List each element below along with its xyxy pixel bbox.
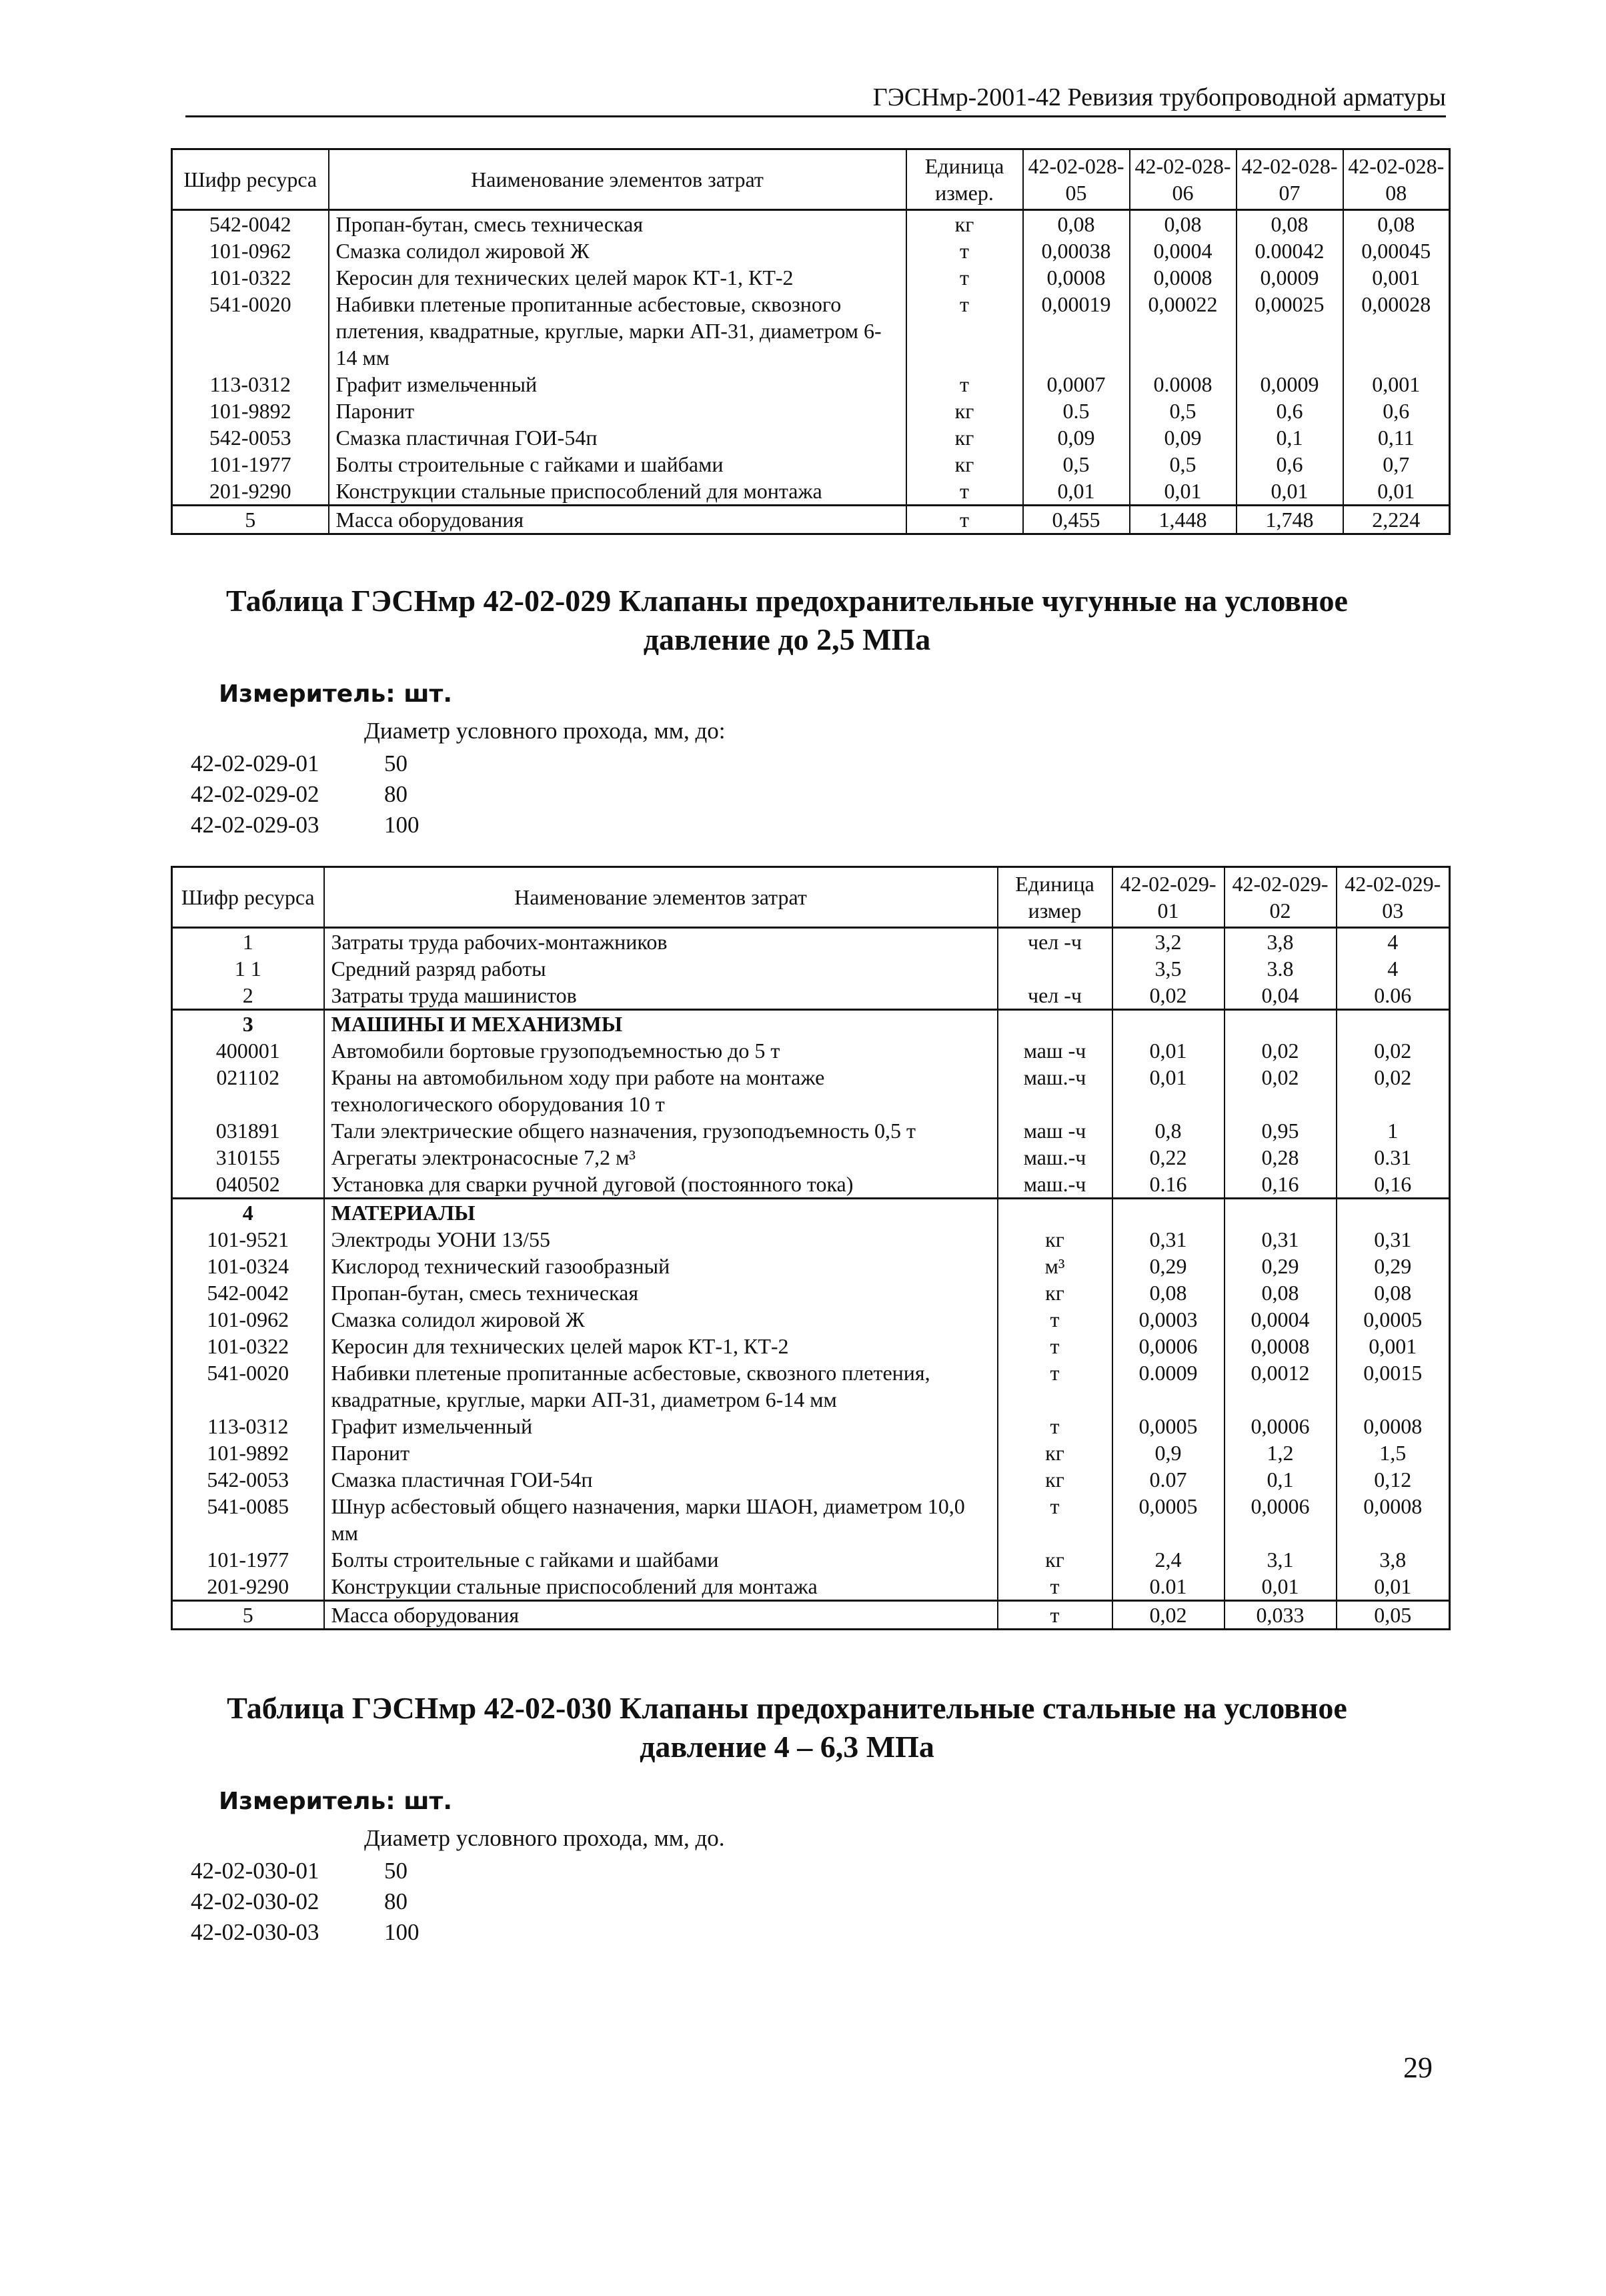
title-line: Таблица ГЭСНмр 42-02-029 Клапаны предохранительные чугунные на условное xyxy=(226,584,1348,618)
resource-code: 2 xyxy=(172,982,324,1010)
resource-name: Затраты труда рабочих-монтажников xyxy=(324,928,998,956)
unit: т xyxy=(906,506,1023,534)
title-line: давление 4 – 6,3 МПа xyxy=(640,1730,934,1764)
resource-table-029 xyxy=(171,866,1451,1630)
unit: кг xyxy=(998,1226,1112,1253)
table-row xyxy=(172,1493,1450,1546)
norm-code: 42-02-029-01 xyxy=(191,750,319,776)
norm-value xyxy=(1225,1199,1337,1227)
resource-code: 040502 xyxy=(172,1171,324,1199)
diameter-caption: Диаметр условного прохода, мм, до: xyxy=(364,718,726,744)
resource-name: Паронит xyxy=(324,1440,998,1466)
unit xyxy=(998,1010,1112,1038)
title-line: Таблица ГЭСНмр 42-02-030 Клапаны предохранительные стальные на условное xyxy=(227,1691,1347,1725)
header-col: 42-02-029-01 xyxy=(1112,867,1225,928)
header-code: Шифр ресурса xyxy=(172,149,329,210)
norm-value: 0.06 xyxy=(1337,982,1450,1010)
norm-value: 0.01 xyxy=(1112,1573,1225,1601)
table-row xyxy=(172,1413,1450,1440)
table-row xyxy=(172,1037,1450,1064)
resource-code: 201-9290 xyxy=(172,478,329,506)
norm-value xyxy=(1225,1010,1337,1038)
norm-value: 0,0008 xyxy=(1225,1333,1337,1359)
resource-code: 542-0042 xyxy=(172,1279,324,1306)
norm-code-diameter: 80 xyxy=(384,1888,408,1914)
header-unit: Единица измер. xyxy=(906,149,1023,210)
header-col: 42-02-029-03 xyxy=(1337,867,1450,928)
norm-value: 0,0005 xyxy=(1112,1413,1225,1440)
resource-code: 541-0020 xyxy=(172,1359,324,1413)
resource-name: Смазка пластичная ГОИ-54п xyxy=(324,1466,998,1493)
table-title-030 xyxy=(153,1689,1421,1766)
header-unit: Единица измер xyxy=(998,867,1112,928)
unit: т xyxy=(998,1359,1112,1413)
norm-value: 0,02 xyxy=(1112,1601,1225,1630)
unit: маш.-ч xyxy=(998,1171,1112,1199)
norm-value: 0,02 xyxy=(1337,1064,1450,1117)
resource-name: Набивки плетеные пропитанные асбестовые, сквозного плетения, квадратные, круглые, марки АП-31, диаметром 6-14 мм xyxy=(324,1359,998,1413)
unit: т xyxy=(906,371,1023,398)
norm-value: 3.8 xyxy=(1225,955,1337,982)
resource-name: Графит измельченный xyxy=(324,1413,998,1440)
table-row xyxy=(172,210,1450,238)
norm-code-diameter: 100 xyxy=(384,812,420,838)
norm-value: 0,08 xyxy=(1343,210,1450,238)
resource-name: Масса оборудования xyxy=(329,506,906,534)
norm-value: 0,01 xyxy=(1112,1064,1225,1117)
norm-value: 0,28 xyxy=(1225,1144,1337,1171)
norm-value: 0,02 xyxy=(1112,982,1225,1010)
norm-value: 3,1 xyxy=(1225,1546,1337,1573)
table-row xyxy=(172,1226,1450,1253)
norm-value: 0,01 xyxy=(1130,478,1237,506)
resource-code: 101-0962 xyxy=(172,1306,324,1333)
resource-code: 542-0053 xyxy=(172,424,329,451)
norm-value: 0,31 xyxy=(1112,1226,1225,1253)
norm-value: 0,001 xyxy=(1337,1333,1450,1359)
norm-value xyxy=(1337,1199,1450,1227)
resource-code: 021102 xyxy=(172,1064,324,1117)
norm-value: 0,16 xyxy=(1225,1171,1337,1199)
norm-value: 3,8 xyxy=(1225,928,1337,956)
norm-value: 0,08 xyxy=(1225,1279,1337,1306)
norm-code-row xyxy=(191,1856,420,1886)
norm-value: 4 xyxy=(1337,955,1450,982)
table-row xyxy=(172,237,1450,264)
norm-value: 0,5 xyxy=(1130,398,1237,424)
norm-value: 0,455 xyxy=(1023,506,1130,534)
resource-name: Конструкции стальные приспособлений для монтажа xyxy=(329,478,906,506)
unit: т xyxy=(998,1573,1112,1601)
norm-value: 0,9 xyxy=(1112,1440,1225,1466)
norm-value: 0.5 xyxy=(1023,398,1130,424)
resource-name: Средний разряд работы xyxy=(324,955,998,982)
norm-value: 0,95 xyxy=(1225,1117,1337,1144)
resource-code: 542-0042 xyxy=(172,210,329,238)
resource-name: Агрегаты электронасосные 7,2 м³ xyxy=(324,1144,998,1171)
norm-value: 0,09 xyxy=(1130,424,1237,451)
norm-value xyxy=(1337,1010,1450,1038)
norm-value: 0,00025 xyxy=(1237,291,1343,371)
norm-value: 0,001 xyxy=(1343,371,1450,398)
resource-code: 101-0322 xyxy=(172,264,329,291)
resource-name: Смазка солидол жировой Ж xyxy=(329,237,906,264)
table-row xyxy=(172,1573,1450,1601)
resource-code: 400001 xyxy=(172,1037,324,1064)
resource-name: Болты строительные с гайками и шайбами xyxy=(324,1546,998,1573)
table-row xyxy=(172,451,1450,478)
norm-value: 1,2 xyxy=(1225,1440,1337,1466)
resource-code: 5 xyxy=(172,506,329,534)
norm-code-diameter: 50 xyxy=(384,1858,408,1884)
norm-value: 0,8 xyxy=(1112,1117,1225,1144)
resource-name: Кислород технический газообразный xyxy=(324,1253,998,1279)
unit: т xyxy=(998,1601,1112,1630)
norm-code-row xyxy=(191,810,420,840)
norm-code-diameter: 50 xyxy=(384,750,408,776)
header-name: Наименование элементов затрат xyxy=(329,149,906,210)
norm-value: 0,08 xyxy=(1130,210,1237,238)
norm-value: 0,08 xyxy=(1337,1279,1450,1306)
table-row xyxy=(172,1440,1450,1466)
norm-code: 42-02-030-03 xyxy=(191,1919,319,1945)
unit: кг xyxy=(998,1279,1112,1306)
norm-value: 0,08 xyxy=(1112,1279,1225,1306)
norm-value: 0,6 xyxy=(1237,451,1343,478)
norm-value: 0,22 xyxy=(1112,1144,1225,1171)
table-row xyxy=(172,506,1450,534)
resource-code: 101-9521 xyxy=(172,1226,324,1253)
unit: кг xyxy=(906,398,1023,424)
header-col: 42-02-028-07 xyxy=(1237,149,1343,210)
norm-code-row xyxy=(191,748,420,779)
unit: т xyxy=(998,1333,1112,1359)
norm-code-list xyxy=(191,1856,420,1948)
resource-name: Смазка солидол жировой Ж xyxy=(324,1306,998,1333)
resource-name: Керосин для технических целей марок КТ-1, КТ-2 xyxy=(324,1333,998,1359)
norm-value: 0,01 xyxy=(1225,1573,1337,1601)
table-row xyxy=(172,1601,1450,1630)
resource-code: 113-0312 xyxy=(172,371,329,398)
resource-name: Шнур асбестовый общего назначения, марки ШАОН, диаметром 10,0 мм xyxy=(324,1493,998,1546)
norm-value: 0,0005 xyxy=(1337,1306,1450,1333)
section-title: МАТЕРИАЛЫ xyxy=(324,1199,998,1227)
unit: м³ xyxy=(998,1253,1112,1279)
measure-label: Измеритель: шт. xyxy=(219,680,452,708)
norm-value: 0,08 xyxy=(1237,210,1343,238)
norm-code-row xyxy=(191,1917,420,1948)
section-title: МАШИНЫ И МЕХАНИЗМЫ xyxy=(324,1010,998,1038)
resource-code: 101-9892 xyxy=(172,398,329,424)
table-row xyxy=(172,291,1450,371)
norm-value: 0,0006 xyxy=(1112,1333,1225,1359)
norm-value: 0,04 xyxy=(1225,982,1337,1010)
unit: кг xyxy=(998,1546,1112,1573)
table-row xyxy=(172,478,1450,506)
norm-value: 0.0008 xyxy=(1130,371,1237,398)
table-header-row xyxy=(172,867,1450,928)
norm-value: 0,1 xyxy=(1225,1466,1337,1493)
unit: т xyxy=(998,1493,1112,1546)
table-row xyxy=(172,1064,1450,1117)
page-number: 29 xyxy=(1403,2051,1433,2084)
norm-value: 0,01 xyxy=(1237,478,1343,506)
norm-value: 0,31 xyxy=(1225,1226,1337,1253)
resource-name: Тали электрические общего назначения, грузоподъемность 0,5 т xyxy=(324,1117,998,1144)
norm-value: 2,224 xyxy=(1343,506,1450,534)
norm-value: 0,0004 xyxy=(1130,237,1237,264)
norm-value: 0.16 xyxy=(1112,1171,1225,1199)
norm-value: 0,0009 xyxy=(1237,371,1343,398)
resource-code: 542-0053 xyxy=(172,1466,324,1493)
resource-name: Масса оборудования xyxy=(324,1601,998,1630)
norm-value: 4 xyxy=(1337,928,1450,956)
norm-value: 0,29 xyxy=(1225,1253,1337,1279)
resource-code: 101-0322 xyxy=(172,1333,324,1359)
resource-name: Пропан-бутан, смесь техническая xyxy=(324,1279,998,1306)
resource-name: Конструкции стальные приспособлений для монтажа xyxy=(324,1573,998,1601)
norm-value: 0,5 xyxy=(1130,451,1237,478)
norm-value: 0,5 xyxy=(1023,451,1130,478)
table-row xyxy=(172,1546,1450,1573)
norm-value: 2,4 xyxy=(1112,1546,1225,1573)
norm-value: 0,0008 xyxy=(1023,264,1130,291)
unit: т xyxy=(906,264,1023,291)
norm-value xyxy=(1112,1199,1225,1227)
resource-code: 101-9892 xyxy=(172,1440,324,1466)
norm-value: 0,01 xyxy=(1112,1037,1225,1064)
norm-code-row xyxy=(191,779,420,810)
section-number: 4 xyxy=(172,1199,324,1227)
norm-value: 0.0009 xyxy=(1112,1359,1225,1413)
norm-value: 0,00019 xyxy=(1023,291,1130,371)
diameter-caption: Диаметр условного прохода, мм, до. xyxy=(364,1825,725,1851)
unit: т xyxy=(998,1413,1112,1440)
norm-value: 0,0008 xyxy=(1337,1493,1450,1546)
section-row xyxy=(172,1010,1450,1038)
header-name: Наименование элементов затрат xyxy=(324,867,998,928)
resource-code: 101-1977 xyxy=(172,1546,324,1573)
norm-code-diameter: 100 xyxy=(384,1919,420,1945)
page-header: ГЭСНмр-2001-42 Ревизия трубопроводной арматуры xyxy=(185,77,1446,117)
norm-code: 42-02-029-03 xyxy=(191,812,319,838)
norm-value: 0,00028 xyxy=(1343,291,1450,371)
resource-name: Болты строительные с гайками и шайбами xyxy=(329,451,906,478)
norm-value: 1,448 xyxy=(1130,506,1237,534)
resource-code: 541-0020 xyxy=(172,291,329,371)
table-row xyxy=(172,1306,1450,1333)
norm-value: 0,02 xyxy=(1337,1037,1450,1064)
table-row xyxy=(172,424,1450,451)
norm-value: 0,0006 xyxy=(1225,1493,1337,1546)
norm-value: 0,0012 xyxy=(1225,1359,1337,1413)
resource-name: Керосин для технических целей марок КТ-1, КТ-2 xyxy=(329,264,906,291)
norm-value: 0,01 xyxy=(1343,478,1450,506)
resource-name: Паронит xyxy=(329,398,906,424)
norm-value: 0.07 xyxy=(1112,1466,1225,1493)
unit: маш -ч xyxy=(998,1117,1112,1144)
table-row xyxy=(172,1466,1450,1493)
table-row xyxy=(172,1117,1450,1144)
resource-name: Затраты труда машинистов xyxy=(324,982,998,1010)
norm-code-diameter: 80 xyxy=(384,781,408,807)
norm-value: 1,5 xyxy=(1337,1440,1450,1466)
norm-code: 42-02-030-01 xyxy=(191,1858,319,1884)
resource-code: 031891 xyxy=(172,1117,324,1144)
norm-value xyxy=(1112,1010,1225,1038)
table-title-029 xyxy=(153,582,1421,659)
table-row xyxy=(172,398,1450,424)
norm-value: 3,5 xyxy=(1112,955,1225,982)
title-line: давление до 2,5 МПа xyxy=(643,622,931,656)
norm-value: 0,6 xyxy=(1237,398,1343,424)
unit: чел -ч xyxy=(998,982,1112,1010)
table-row xyxy=(172,1333,1450,1359)
section-row xyxy=(172,1199,1450,1227)
unit xyxy=(998,1199,1112,1227)
norm-value: 0,0004 xyxy=(1225,1306,1337,1333)
resource-name: Автомобили бортовые грузоподъемностью до 5 т xyxy=(324,1037,998,1064)
norm-code: 42-02-029-02 xyxy=(191,781,319,807)
norm-value: 0,02 xyxy=(1225,1064,1337,1117)
norm-value: 0,02 xyxy=(1225,1037,1337,1064)
unit: т xyxy=(998,1306,1112,1333)
unit: кг xyxy=(998,1440,1112,1466)
table-row xyxy=(172,928,1450,956)
norm-value: 0.31 xyxy=(1337,1144,1450,1171)
unit: кг xyxy=(998,1466,1112,1493)
measure-label: Измеритель: шт. xyxy=(219,1788,452,1815)
unit: т xyxy=(906,478,1023,506)
unit xyxy=(998,955,1112,982)
norm-value: 0,0008 xyxy=(1130,264,1237,291)
table-row xyxy=(172,371,1450,398)
resource-name: Электроды УОНИ 13/55 xyxy=(324,1226,998,1253)
unit: чел -ч xyxy=(998,928,1112,956)
resource-code: 201-9290 xyxy=(172,1573,324,1601)
unit: т xyxy=(906,237,1023,264)
table-row xyxy=(172,1253,1450,1279)
table-header-row xyxy=(172,149,1450,210)
table-row xyxy=(172,1171,1450,1199)
resource-name: Набивки плетеные пропитанные асбестовые, сквозного плетения, квадратные, круглые, марки АП-31, диаметром 6-14 мм xyxy=(329,291,906,371)
norm-value: 0,0015 xyxy=(1337,1359,1450,1413)
norm-value: 0,033 xyxy=(1225,1601,1337,1630)
norm-code: 42-02-030-02 xyxy=(191,1888,319,1914)
norm-value: 0,09 xyxy=(1023,424,1130,451)
table-row xyxy=(172,955,1450,982)
norm-value: 3,2 xyxy=(1112,928,1225,956)
norm-code-list xyxy=(191,748,420,840)
resource-code: 101-0324 xyxy=(172,1253,324,1279)
norm-value: 0,29 xyxy=(1337,1253,1450,1279)
norm-value: 0,0005 xyxy=(1112,1493,1225,1546)
norm-value: 0,08 xyxy=(1023,210,1130,238)
table-row xyxy=(172,982,1450,1010)
unit: т xyxy=(906,291,1023,371)
resource-name: Смазка пластичная ГОИ-54п xyxy=(329,424,906,451)
resource-code: 101-1977 xyxy=(172,451,329,478)
norm-value: 0.00042 xyxy=(1237,237,1343,264)
header-col: 42-02-029-02 xyxy=(1225,867,1337,928)
resource-name: Пропан-бутан, смесь техническая xyxy=(329,210,906,238)
norm-value: 0,31 xyxy=(1337,1226,1450,1253)
norm-value: 0,12 xyxy=(1337,1466,1450,1493)
norm-value: 0,16 xyxy=(1337,1171,1450,1199)
norm-value: 0,11 xyxy=(1343,424,1450,451)
table-row xyxy=(172,1144,1450,1171)
section-number: 3 xyxy=(172,1010,324,1038)
norm-value: 0,0007 xyxy=(1023,371,1130,398)
resource-code: 5 xyxy=(172,1601,324,1630)
norm-value: 0,00038 xyxy=(1023,237,1130,264)
unit: маш.-ч xyxy=(998,1144,1112,1171)
table-row xyxy=(172,264,1450,291)
norm-value: 0,01 xyxy=(1337,1573,1450,1601)
header-col: 42-02-028-05 xyxy=(1023,149,1130,210)
norm-value: 3,8 xyxy=(1337,1546,1450,1573)
resource-code: 1 1 xyxy=(172,955,324,982)
norm-value: 0,05 xyxy=(1337,1601,1450,1630)
norm-value: 1,748 xyxy=(1237,506,1343,534)
header-col: 42-02-028-08 xyxy=(1343,149,1450,210)
resource-name: Графит измельченный xyxy=(329,371,906,398)
norm-value: 0,6 xyxy=(1343,398,1450,424)
resource-table-028 xyxy=(171,148,1451,535)
norm-value: 0,1 xyxy=(1237,424,1343,451)
resource-name: Установка для сварки ручной дуговой (постоянного тока) xyxy=(324,1171,998,1199)
unit: маш.-ч xyxy=(998,1064,1112,1117)
resource-code: 113-0312 xyxy=(172,1413,324,1440)
norm-value: 0,001 xyxy=(1343,264,1450,291)
unit: кг xyxy=(906,210,1023,238)
norm-value: 1 xyxy=(1337,1117,1450,1144)
header-code: Шифр ресурса xyxy=(172,867,324,928)
table-row xyxy=(172,1279,1450,1306)
norm-value: 0,0009 xyxy=(1237,264,1343,291)
norm-code-row xyxy=(191,1886,420,1917)
unit: кг xyxy=(906,451,1023,478)
norm-value: 0,01 xyxy=(1023,478,1130,506)
unit: кг xyxy=(906,424,1023,451)
norm-value: 0,7 xyxy=(1343,451,1450,478)
norm-value: 0,0006 xyxy=(1225,1413,1337,1440)
table-row xyxy=(172,1359,1450,1413)
norm-value: 0,29 xyxy=(1112,1253,1225,1279)
resource-code: 101-0962 xyxy=(172,237,329,264)
norm-value: 0,0003 xyxy=(1112,1306,1225,1333)
unit: маш -ч xyxy=(998,1037,1112,1064)
resource-name: Краны на автомобильном ходу при работе на монтаже технологического оборудования 10 т xyxy=(324,1064,998,1117)
resource-code: 310155 xyxy=(172,1144,324,1171)
resource-code: 1 xyxy=(172,928,324,956)
norm-value: 0,00022 xyxy=(1130,291,1237,371)
norm-value: 0,00045 xyxy=(1343,237,1450,264)
norm-value: 0,0008 xyxy=(1337,1413,1450,1440)
resource-code: 541-0085 xyxy=(172,1493,324,1546)
header-col: 42-02-028-06 xyxy=(1130,149,1237,210)
